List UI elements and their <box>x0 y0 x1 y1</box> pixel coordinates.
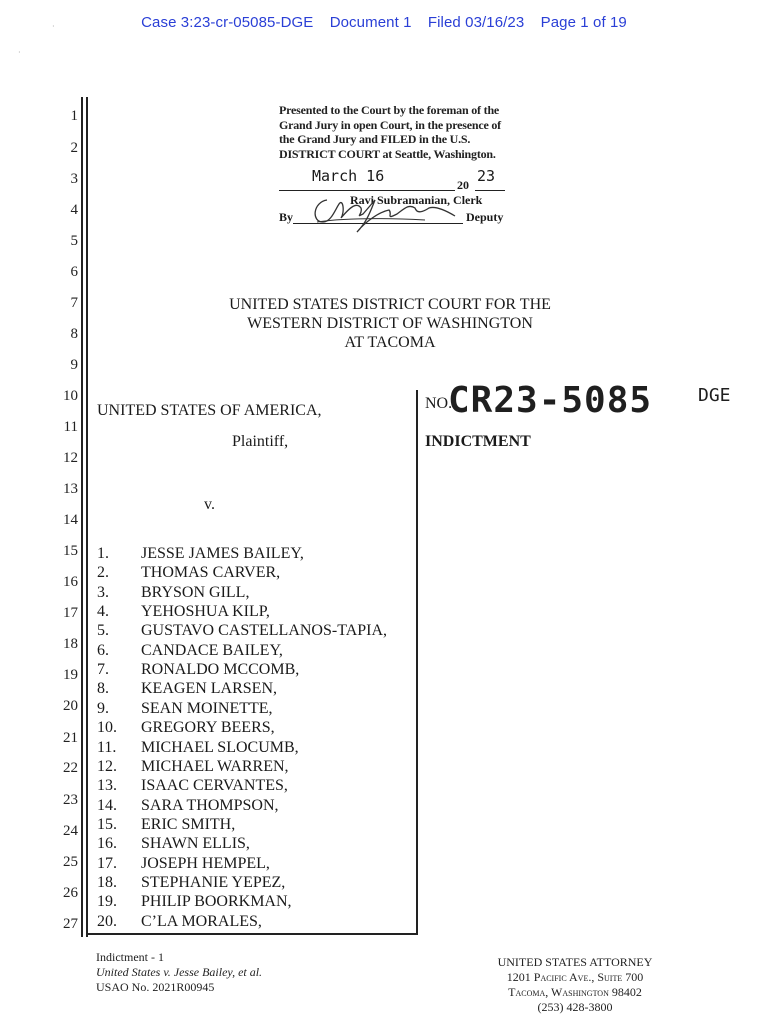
line-number: 10 <box>63 388 78 404</box>
line-number: 22 <box>63 760 78 776</box>
ecf-document-number: Document 1 <box>329 14 412 31</box>
defendant-number: 1. <box>97 545 109 562</box>
ecf-page-count: Page 1 of 19 <box>540 14 627 31</box>
line-number: 9 <box>70 357 78 373</box>
stamp-line: the Grand Jury and FILED in the U.S. <box>279 132 471 146</box>
scan-speck: · <box>18 48 21 57</box>
defendant-number: 13. <box>97 777 117 794</box>
defendant-number: 16. <box>97 835 117 852</box>
line-number: 7 <box>70 295 78 311</box>
defendant-number: 7. <box>97 661 109 678</box>
case-number-prefix: NO. <box>425 395 453 412</box>
defendant-name: SARA THOMPSON, <box>141 797 279 814</box>
line-number: 27 <box>63 916 78 932</box>
footer-office-name: UNITED STATES ATTORNEY <box>497 955 653 969</box>
footer-usao-number: USAO No. 2021R00945 <box>96 980 215 994</box>
filing-stamp <box>279 103 505 161</box>
scan-speck: · <box>52 22 55 31</box>
line-number: 15 <box>63 543 78 559</box>
line-number: 3 <box>70 171 78 187</box>
defendant-number: 9. <box>97 700 109 717</box>
footer-page-label: Indictment - 1 <box>96 950 164 964</box>
plaintiff-name: UNITED STATES OF AMERICA, <box>97 402 322 419</box>
defendant-name: CANDACE BAILEY, <box>141 642 283 659</box>
line-number: 26 <box>63 885 78 901</box>
line-number: 5 <box>70 233 78 249</box>
line-number: 4 <box>70 202 78 218</box>
defendant-number: 14. <box>97 797 117 814</box>
defendant-number: 19. <box>97 893 117 910</box>
case-number-stamp: CR23-5085 <box>448 380 653 421</box>
line-number: 18 <box>63 636 78 652</box>
line-number: 25 <box>63 854 78 870</box>
line-number: 13 <box>63 481 78 497</box>
defendant-name: ISAAC CERVANTES, <box>141 777 288 794</box>
defendant-name: ERIC SMITH, <box>141 816 236 833</box>
defendant-name: GREGORY BEERS, <box>141 719 275 736</box>
line-number: 8 <box>70 326 78 342</box>
stamp-year-prefix: 20 <box>457 178 469 192</box>
line-number: 11 <box>63 419 78 435</box>
defendant-number: 17. <box>97 855 117 872</box>
line-number: 14 <box>63 512 78 528</box>
line-number: 20 <box>63 698 78 714</box>
footer-left <box>96 950 262 995</box>
defendant-number: 6. <box>97 642 109 659</box>
stamp-deputy-label: Deputy <box>466 210 504 224</box>
ecf-filed-date: Filed 03/16/23 <box>427 14 525 31</box>
line-number: 24 <box>63 823 78 839</box>
defendant-name: YEHOSHUA KILP, <box>141 603 270 620</box>
stamp-line: DISTRICT COURT at Seattle, Washington. <box>279 146 496 161</box>
court-title-line: AT TACOMA <box>344 334 436 351</box>
stamp-handwritten-year: 23 <box>477 167 496 185</box>
court-title-line: WESTERN DISTRICT OF WASHINGTON <box>247 315 533 332</box>
defendant-name: KEAGEN LARSEN, <box>141 680 277 697</box>
margin-rule-right <box>86 97 88 937</box>
defendant-name: MICHAEL WARREN, <box>141 758 289 775</box>
defendant-number: 8. <box>97 680 109 697</box>
defendant-name: SHAWN ELLIS, <box>141 835 250 852</box>
defendant-name: C’LA MORALES, <box>141 913 262 930</box>
versus-label: v. <box>204 496 215 513</box>
court-title-line: UNITED STATES DISTRICT COURT FOR THE <box>229 296 551 313</box>
line-number: 21 <box>63 730 78 746</box>
stamp-line: Presented to the Court by the foreman of the <box>279 103 500 117</box>
footer-address-city: Tacoma, Washington 98402 <box>508 985 642 999</box>
stamp-handwritten-date: March 16 <box>312 167 385 185</box>
line-number: 1 <box>70 108 78 124</box>
caption-vertical-rule <box>416 390 418 934</box>
judge-initials: DGE <box>698 385 731 406</box>
line-number: 19 <box>63 667 78 683</box>
defendant-number: 15. <box>97 816 117 833</box>
defendant-name: MICHAEL SLOCUMB, <box>141 739 299 756</box>
defendant-number: 20. <box>97 913 117 930</box>
defendant-name: PHILIP BOORKMAN, <box>141 893 292 910</box>
defendant-number: 5. <box>97 622 109 639</box>
defendant-number: 18. <box>97 874 117 891</box>
line-number: 16 <box>63 574 78 590</box>
defendant-name: THOMAS CARVER, <box>141 564 281 581</box>
footer-case-title: United States v. Jesse Bailey, et al. <box>96 965 263 979</box>
defendant-name: JOSEPH HEMPEL, <box>141 855 270 872</box>
defendant-number: 3. <box>97 584 109 601</box>
defendant-name: STEPHANIE YEPEZ, <box>141 874 286 891</box>
line-number: 6 <box>70 264 78 280</box>
caption-bottom-rule <box>87 933 418 935</box>
defendant-name: SEAN MOINETTE, <box>141 700 273 717</box>
stamp-line: Grand Jury in open Court, in the presence of <box>279 117 501 132</box>
margin-rule-left <box>81 97 83 937</box>
defendant-number: 10. <box>97 719 117 736</box>
ecf-header <box>0 14 768 31</box>
stamp-by-label: By <box>279 210 294 224</box>
line-number: 2 <box>70 140 78 156</box>
line-number: 17 <box>63 605 78 621</box>
line-number: 12 <box>63 450 78 466</box>
deputy-signature <box>305 188 465 236</box>
footer-address-street: 1201 Pacific Ave., Suite 700 <box>506 970 644 984</box>
ecf-case-number: Case 3:23-cr-05085-DGE <box>141 14 314 31</box>
footer-right <box>470 955 680 1015</box>
defendant-name: RONALDO MCCOMB, <box>141 661 300 678</box>
footer-phone: (253) 428-3800 <box>537 1000 613 1014</box>
document-type: INDICTMENT <box>425 433 531 450</box>
defendant-number: 12. <box>97 758 117 775</box>
plaintiff-label: Plaintiff, <box>232 433 289 450</box>
stamp-year-rule <box>475 190 505 191</box>
defendant-number: 4. <box>97 603 109 620</box>
defendant-name: BRYSON GILL, <box>141 584 250 601</box>
court-title <box>170 295 610 352</box>
stamp-clerk-name: Ravi Subramanian, Clerk <box>350 193 483 207</box>
defendant-name: GUSTAVO CASTELLANOS-TAPIA, <box>141 622 388 639</box>
defendant-name: JESSE JAMES BAILEY, <box>141 545 304 562</box>
defendant-number: 2. <box>97 564 109 581</box>
defendant-number: 11. <box>97 739 117 756</box>
line-number: 23 <box>63 792 78 808</box>
